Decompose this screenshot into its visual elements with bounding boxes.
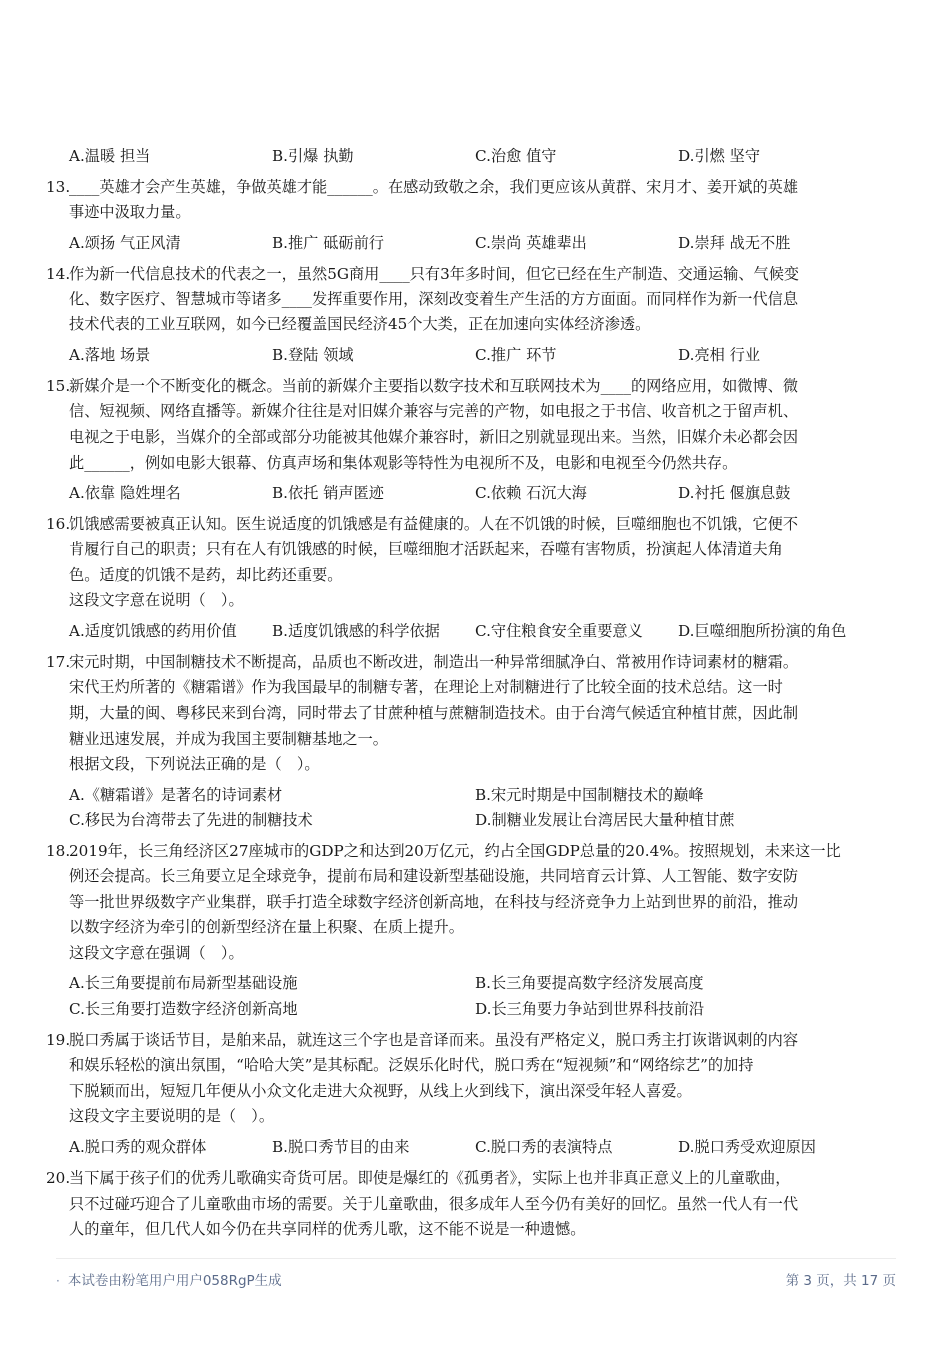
q15-option-b[interactable]: B.依托 销声匿迹 [272,484,384,502]
q20-stem-line [46,1167,881,1189]
q18-options-row-1 [69,972,881,994]
q16-option-c[interactable]: C.守住粮食安全重要意义 [475,622,643,640]
q16-option-d[interactable]: D.巨噬细胞所扮演的角色 [678,622,847,640]
q14-line-2: 化、数字医疗、智慧城市等诸多____发挥重要作用，深刻改变着生产生活的方方面面。而同样作为新一代信息 [69,290,798,308]
q14-line-1: 作为新一代信息技术的代表之一，虽然5G商用____只有3年多时间，但它已经在生产制造、交通运输、气候变 [69,265,800,283]
q13-stem-line [46,176,881,198]
q18-line-4: 以数字经济为牵引的创新型经济在量上积聚、在质上提升。 [69,918,464,936]
q18-line-3: 等一批世界级数字产业集群，联手打造全球数字经济创新高地，在科技与经济竞争力上站到世界的前沿，推动 [69,893,798,911]
q17-stem-line [46,651,881,673]
q15-line-3: 电视之于电影，当媒介的全部或部分功能被其他媒介兼容时，新旧之别就显现出来。当然，旧媒介未必都会因 [69,428,798,446]
q19-option-d[interactable]: D.脱口秀受欢迎原因 [678,1138,816,1156]
q20-line-3: 人的童年，但几代人如今仍在共享同样的优秀儿歌，这不能不说是一种遗憾。 [69,1220,586,1238]
q15-option-d[interactable]: D.衬托 偃旗息鼓 [678,484,791,502]
q13-options [69,232,881,254]
q19-number: 19. [46,1031,71,1049]
q12-options [69,145,881,167]
q15-line-2: 信、短视频、网络直播等。新媒介往往是对旧媒介兼容与完善的产物，如电报之于书信、收音机之于留声机、 [69,402,798,420]
q20-number: 20. [46,1169,71,1187]
page-number: 第 3 页，共 17 页 [785,1273,896,1289]
q15-stem-line [46,375,881,397]
q16-option-a[interactable]: A.适度饥饿感的药用价值 [69,622,237,640]
q18-option-d[interactable]: D.长三角要力争站到世界科技前沿 [475,1000,705,1018]
footer-left-text: 本试卷由粉笔用户用户058RgP生成 [67,1273,282,1289]
q18-number: 18. [46,842,71,860]
q19-prompt: 这段文字主要说明的是（ ）。 [69,1107,275,1125]
q16-line-2: 肯履行自己的职责；只有在人有饥饿感的时候，巨噬细胞才活跃起来，吞噬有害物质，扮演起人体清道夫角 [69,540,783,558]
q15-option-a[interactable]: A.依靠 隐姓埋名 [69,484,181,502]
q17-options-row-2 [69,809,881,831]
q18-option-a[interactable]: A.长三角要提前布局新型基础设施 [69,974,298,992]
q13-option-a[interactable]: A.颂扬 气正风清 [69,234,181,252]
q17-line-4: 糖业迅速发展，并成为我国主要制糖基地之一。 [69,730,388,748]
q19-line-1: 脱口秀属于谈话节目，是舶来品，就连这三个字也是音译而来。虽没有严格定义，脱口秀主打诙谐讽刺的内容 [69,1031,798,1049]
q14-option-b[interactable]: B.登陆 领域 [272,346,354,364]
q17-number: 17. [46,653,71,671]
q19-option-c[interactable]: C.脱口秀的表演特点 [475,1138,613,1156]
q13-line-2: 事迹中汲取力量。 [69,203,191,221]
q18-option-b[interactable]: B.长三角要提高数字经济发展高度 [475,974,704,992]
q18-line-2: 例还会提高。长三角要立足全球竞争，提前布局和建设新型基础设施，共同培育云计算、人工智能、数字安防 [69,867,798,885]
q19-line-3: 下脱颖而出，短短几年便从小众文化走进大众视野，从线上火到线下，演出深受年轻人喜爱。 [69,1082,692,1100]
q12-option-c[interactable]: C.治愈 值守 [475,147,557,165]
q14-option-c[interactable]: C.推广 环节 [475,346,557,364]
q14-line-3: 技术代表的工业互联网，如今已经覆盖国民经济45个大类，正在加速向实体经济渗透。 [69,315,651,333]
q18-line-1: 2019年，长三角经济区27座城市的GDP之和达到20万亿元，约占全国GDP总量的20.4%。按照规划，未来这一比 [69,842,841,860]
q15-line-1: 新媒介是一个不断变化的概念。当前的新媒介主要指以数字技术和互联网技术为____的网络应用，如微博、微 [69,377,798,395]
q16-prompt: 这段文字意在说明（ ）。 [69,591,244,609]
q15-line-4: 此______，例如电影大银幕、仿真声场和集体观影等特性为电视所不及，电影和电视至今仍然共存。 [69,454,738,472]
q13-option-d[interactable]: D.崇拜 战无不胜 [678,234,791,252]
footer-divider [56,1258,896,1259]
q12-option-d[interactable]: D.引燃 坚守 [678,147,761,165]
q14-number: 14. [46,265,71,283]
q17-line-3: 期，大量的闽、粤移民来到台湾，同时带去了甘蔗种植与蔗糖制造技术。由于台湾气候适宜种植甘蔗，因此制 [69,704,798,722]
q14-option-d[interactable]: D.亮相 行业 [678,346,761,364]
q19-option-a[interactable]: A.脱口秀的观众群体 [69,1138,207,1156]
q17-option-d[interactable]: D.制糖业发展让台湾居民大量种植甘蔗 [475,811,735,829]
q15-option-c[interactable]: C.依赖 石沉大海 [475,484,587,502]
q16-number: 16. [46,515,71,533]
q17-option-c[interactable]: C.移民为台湾带去了先进的制糖技术 [69,811,313,829]
q14-option-a[interactable]: A.落地 场景 [69,346,151,364]
q17-line-1: 宋元时期，中国制糖技术不断提高，品质也不断改进，制造出一种异常细腻净白、常被用作诗词素材的糖霜。 [69,653,798,671]
footer-generated-by [56,1271,282,1291]
q16-options [69,620,881,642]
q18-stem-line [46,840,881,862]
q16-line-1: 饥饿感需要被真正认知。医生说适度的饥饿感是有益健康的。人在不饥饿的时候，巨噬细胞也不饥饿，它便不 [69,515,798,533]
q15-options [69,482,881,504]
q18-options-row-2 [69,998,881,1020]
q17-line-2: 宋代王灼所著的《糖霜谱》作为我国最早的制糖专著，在理论上对制糖进行了比较全面的技术总结。这一时 [69,678,783,696]
q20-line-1: 当下属于孩子们的优秀儿歌确实奇货可居。即使是爆红的《孤勇者》，实际上也并非真正意义上的儿童歌曲， [69,1169,791,1187]
q19-options [69,1136,881,1158]
q16-option-b[interactable]: B.适度饥饿感的科学依据 [272,622,440,640]
q13-option-b[interactable]: B.推广 砥砺前行 [272,234,384,252]
q17-option-b[interactable]: B.宋元时期是中国制糖技术的巅峰 [475,786,704,804]
q13-number: 13. [46,178,71,196]
q18-option-c[interactable]: C.长三角要打造数字经济创新高地 [69,1000,298,1018]
q17-options-row-1 [69,784,881,806]
q15-number: 15. [46,377,71,395]
q16-stem-line [46,513,881,535]
q12-option-a[interactable]: A.温暖 担当 [69,147,151,165]
bullet-dot-icon: · [56,1274,60,1288]
q14-stem-line [46,263,881,285]
q13-line-1: ____英雄才会产生英雄，争做英雄才能______。在感动致敬之余，我们更应该从黄群、宋月才、姜开斌的英雄 [69,178,798,196]
q12-option-b[interactable]: B.引爆 执勤 [272,147,354,165]
q16-line-3: 色。适度的饥饿不是药，却比药还重要。 [69,566,343,584]
q18-prompt: 这段文字意在强调（ ）。 [69,944,244,962]
q13-option-c[interactable]: C.崇尚 英雄辈出 [475,234,587,252]
q17-option-a[interactable]: A.《糖霜谱》是著名的诗词素材 [69,786,283,804]
q20-line-2: 只不过碰巧迎合了儿童歌曲市场的需要。关于儿童歌曲，很多成年人至今仍有美好的回忆。虽然一代人有一代 [69,1195,798,1213]
q19-line-2: 和娱乐轻松的演出氛围，“哈哈大笑”是其标配。泛娱乐化时代，脱口秀在“短视频”和“网络综艺”的加持 [69,1056,754,1074]
q17-prompt: 根据文段，下列说法正确的是（ ）。 [69,755,320,773]
q19-stem-line [46,1029,881,1051]
q14-options [69,344,881,366]
q19-option-b[interactable]: B.脱口秀节目的由来 [272,1138,410,1156]
